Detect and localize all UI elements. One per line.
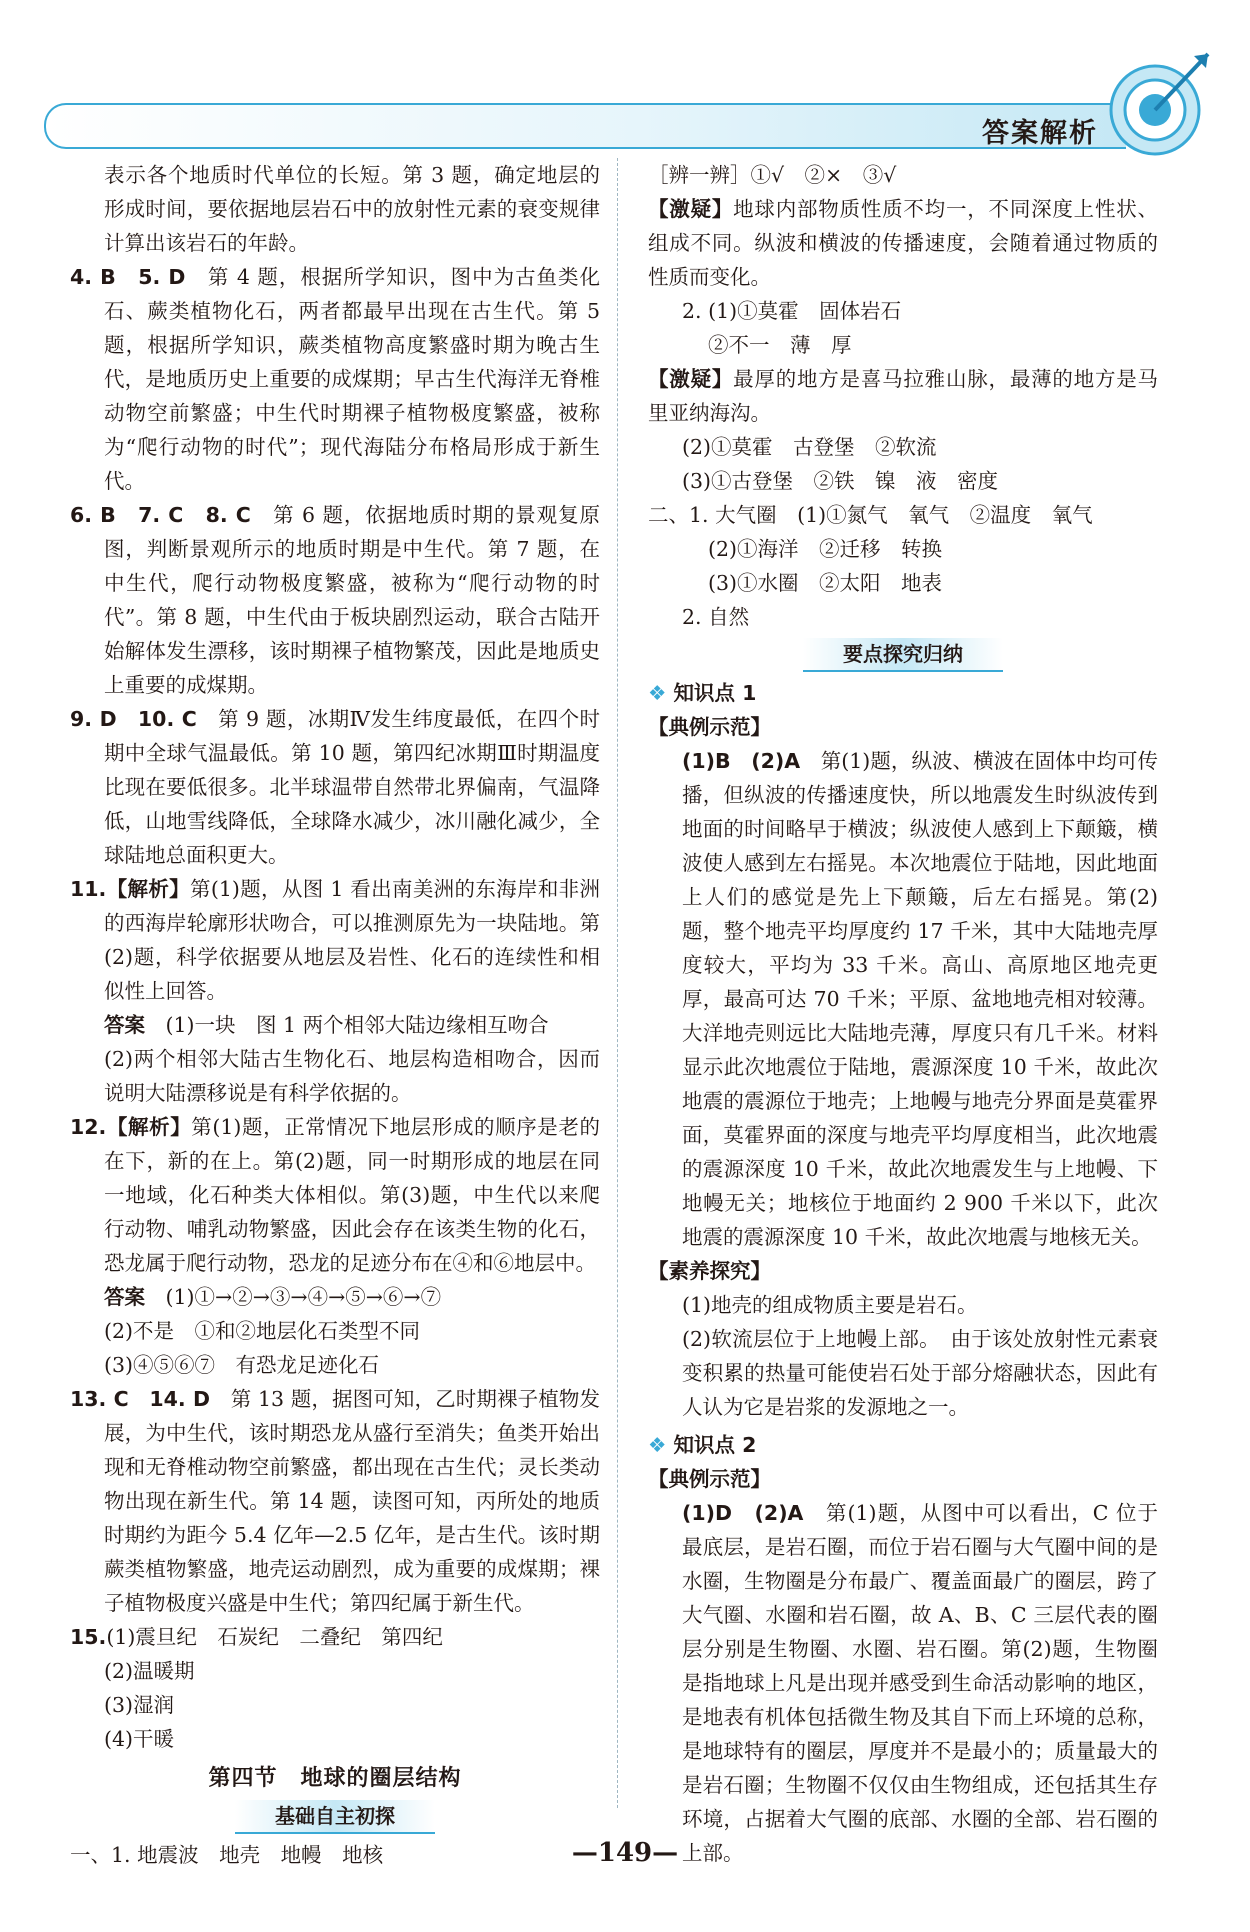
knowledge-point-2 <box>648 1428 1158 1462</box>
kp1-example-tag: 【典例示范】 <box>648 715 771 739</box>
kp2-example <box>648 1496 1158 1870</box>
q6-8-text: 第 6 题，依据地质时期的景观复原图，判断景观所示的地质时期是中生代。第 7 题，在中生代，爬行动物极度繁盛，被称为“爬行动物的时代”。第 8 题，中生代由于板块剧烈运动，联合古陆开始解体发生漂移，该时期裸子植物繁茂，因此是地质史上重要的成煤期。 <box>104 503 601 697</box>
q15-answer-1-text: (1)震旦纪 石炭纪 二叠纪 第四纪 <box>106 1625 443 1649</box>
column-divider <box>617 158 618 1808</box>
q12-answer-3: (3)④⑤⑥⑦ 有恐龙足迹化石 <box>104 1353 380 1377</box>
page-header <box>0 0 1250 150</box>
q15-answer-2: (2)温暖期 <box>104 1659 195 1683</box>
kp1-example-answer: (1)B (2)A <box>682 749 801 773</box>
part-two-item-1-3: (3)①水圈 ②太阳 地表 <box>708 571 943 595</box>
jiyi-1-tag: 【激疑】 <box>648 197 734 221</box>
kp2-example-answer: (1)D (2)A <box>682 1501 804 1525</box>
section-title: 第四节 地球的圈层结构 <box>208 1766 462 1791</box>
item-2-2: (2)①莫霍 古登堡 ②软流 <box>682 435 937 459</box>
q12-text: 第(1)题，正常情况下地层形成的顺序是老的在下，新的在上。第(2)题，同一时期形成的地层在同一地域，化石种类大体相似。第(3)题，中生代以来爬行动物、哺乳动物繁盛，因此会存在该类生物的化石，恐龙属于爬行动物，恐龙的足迹分布在④和⑥地层中。 <box>104 1115 600 1275</box>
part-two-item-1: 二、1. 大气圈 (1)①氮气 氧气 ②温度 氧气 <box>648 503 1093 527</box>
q15-answer-1 <box>70 1620 600 1654</box>
knowledge-point-1-label: 知识点 1 <box>673 681 757 705</box>
q11-answer-1-text: (1)一块 图 1 两个相邻大陆边缘相互吻合 <box>165 1013 549 1037</box>
page-number: —149— <box>571 1838 679 1868</box>
q4-5-text: 第 4 题，根据所学知识，图中为古鱼类化石、蕨类植物化石，两者都最早出现在古生代。第 5 题，根据所学知识，蕨类植物高度繁盛时期为晚古生代，是地质历史上重要的成煤期；早古生代海洋无脊椎动物空前繁盛；中生代时期裸子植物极度繁盛，被称为“爬行动物的时代”；现代海陆分布格局形成于新生代。 <box>104 265 600 493</box>
q11-answer-1 <box>70 1008 600 1042</box>
q12-explanation <box>70 1110 600 1280</box>
knowledge-point-2-label: 知识点 2 <box>673 1433 757 1457</box>
kp1-example <box>648 744 1158 1254</box>
q11-tag: 【解析】 <box>106 877 191 901</box>
q6-8-answer: 6. B 7. C 8. C <box>70 503 251 527</box>
q12-answer-1-text: (1)①→②→③→④→⑤→⑥→⑦ <box>165 1285 442 1309</box>
part-two-item-1-2: (2)①海洋 ②迁移 转换 <box>708 537 943 561</box>
q12-answer-1 <box>70 1280 600 1314</box>
item-2-3: (3)①古登堡 ②铁 镍 液 密度 <box>682 469 999 493</box>
target-arrow-icon <box>1100 40 1220 160</box>
q12-tag: 【解析】 <box>106 1115 192 1139</box>
q13-14-explanation <box>70 1382 600 1620</box>
q6-8-explanation <box>70 498 600 702</box>
q11-number: 11. <box>70 877 107 901</box>
right-column <box>648 158 1158 1870</box>
q3-continuation: 表示各个地质时代单位的长短。第 3 题，确定地层的形成时间，要依据地层岩石中的放射性元素的衰变规律计算出该岩石的年龄。 <box>104 163 600 255</box>
header-title: 答案解析 <box>982 118 1098 149</box>
q4-5-answer: 4. B 5. D <box>70 265 186 289</box>
banner-basic-exploration: 基础自主初探 <box>235 1800 435 1834</box>
banner-key-points: 要点探究归纳 <box>803 638 1003 672</box>
part-one-item-1: 一、1. 地震波 地壳 地幔 地核 <box>70 1843 384 1867</box>
jiyi-1-text: 地球内部物质性质不均一，不同深度上性状、组成不同。纵波和横波的传播速度，会随着通过物质的性质而变化。 <box>648 197 1159 289</box>
item-2-1b: ②不一 薄 厚 <box>708 333 852 357</box>
q12-number: 12. <box>70 1115 107 1139</box>
q9-10-explanation <box>70 702 600 872</box>
kp1-example-text: 第(1)题，纵波、横波在固体中均可传播，但纵波的传播速度快，所以地震发生时纵波传到地面的时间略早于横波；纵波使人感到上下颠簸，横波使人感到左右摇晃。本次地震位于陆地，因此地面上人们的感觉是先上下颠簸，后左右摇晃。第(2)题，整个地壳平均厚度约 17 千米，其中大陆地壳厚度较大，平均为 33 千米。高山、高原地区地壳更厚，最高可达 70 千米；平原、盆地地壳相对较薄。大洋地壳则远比大陆地壳薄，厚度只有几千米。材料显示此次地震位于陆地，震源深度 10 千米，故此次地震的震源位于地壳；上地幔与地壳分界面是莫霍界面，莫霍界面的深度与地壳平均厚度相当，此次地震的震源深度 10 千米，故此次地震发生与上地幔、下地幔无关；地核位于地面约 2 900 千米以下，此次地震的震源深度 10 千米，故此次地震与地核无关。 <box>682 749 1159 1249</box>
suyang-2: (2)软流层位于上地幔上部。 由于该处放射性元素衰变积累的热量可能使岩石处于部分熔融状态，因此有人认为它是岩浆的发源地之一。 <box>682 1327 1158 1419</box>
q4-5-explanation <box>70 260 600 498</box>
q11-explanation <box>70 872 600 1008</box>
bianyibian-line: ［辨一辨］①√ ②× ③√ <box>648 163 897 187</box>
q12-answer-2: (2)不是 ①和②地层化石类型不同 <box>104 1319 421 1343</box>
jiyi-2 <box>648 362 1158 430</box>
item-2-1: 2. (1)①莫霍 固体岩石 <box>682 299 902 323</box>
diamond-icon: ❖ <box>648 681 667 705</box>
q13-14-answer: 13. C 14. D <box>70 1387 210 1411</box>
q11-answer-label: 答案 <box>104 1013 145 1037</box>
q9-10-answer: 9. D 10. C <box>70 707 197 731</box>
part-two-item-2: 2. 自然 <box>682 605 750 629</box>
left-column <box>70 158 600 1872</box>
diamond-icon: ❖ <box>648 1433 667 1457</box>
knowledge-point-1 <box>648 676 1158 710</box>
jiyi-1 <box>648 192 1158 294</box>
q15-answer-4: (4)干暖 <box>104 1727 175 1751</box>
q11-answer-2: (2)两个相邻大陆古生物化石、地层构造相吻合，因而说明大陆漂移说是有科学依据的。 <box>104 1047 600 1105</box>
jiyi-2-tag: 【激疑】 <box>648 367 734 391</box>
q15-number: 15. <box>70 1625 107 1649</box>
suyang-tag: 【素养探究】 <box>648 1259 771 1283</box>
jiyi-2-text: 最厚的地方是喜马拉雅山脉，最薄的地方是马里亚纳海沟。 <box>648 367 1159 425</box>
q15-answer-3: (3)湿润 <box>104 1693 175 1717</box>
kp2-example-tag: 【典例示范】 <box>648 1467 771 1491</box>
q12-answer-label: 答案 <box>104 1285 145 1309</box>
q11-text: 第(1)题，从图 1 看出南美洲的东海岸和非洲的西海岸轮廓形状吻合，可以推测原先为一块陆地。第(2)题，科学依据要从地层及岩性、化石的连续性和相似性上回答。 <box>104 877 600 1003</box>
header-bar <box>44 103 1126 149</box>
kp2-example-text: 第(1)题，从图中可以看出，C 位于最底层，是岩石圈，而位于岩石圈与大气圈中间的是水圈，生物圈是分布最广、覆盖面最广的圈层，跨了大气圈、水圈和岩石圈，故 A、B、C 三层代表的圈层分别是生物圈、水圈、岩石圈。第(2)题，生物圈是指地球上凡是出现并感受到生命活动影响的地区，是地表有机体包括微生物及其自下而上环境的总称，是地球特有的圈层，厚度并不是最小的；质量最大的是岩石圈；生物圈不仅仅由生物组成，还包括其生存环境，占据着大气圈的底部、水圈的全部、岩石圈的上部。 <box>682 1501 1159 1865</box>
q9-10-text: 第 9 题，冰期Ⅳ发生纬度最低，在四个时期中全球气温最低。第 10 题，第四纪冰期Ⅲ时期温度比现在要低很多。北半球温带自然带北界偏南，气温降低，山地雪线降低，全球降水减少，冰川融化减少，全球陆地总面积更大。 <box>104 707 600 867</box>
suyang-1: (1)地壳的组成物质主要是岩石。 <box>682 1293 978 1317</box>
q13-14-text: 第 13 题，据图可知，乙时期裸子植物发展，为中生代，该时期恐龙从盛行至消失；鱼类开始出现和无脊椎动物空前繁盛，都出现在古生代；灵长类动物出现在新生代。第 14 题，读图可知，丙所处的地质时期约为距今 5.4 亿年—2.5 亿年，是古生代。该时期蕨类植物繁盛，地壳运动剧烈，成为重要的成煤期；裸子植物极度兴盛是中生代；第四纪属于新生代。 <box>104 1387 601 1615</box>
